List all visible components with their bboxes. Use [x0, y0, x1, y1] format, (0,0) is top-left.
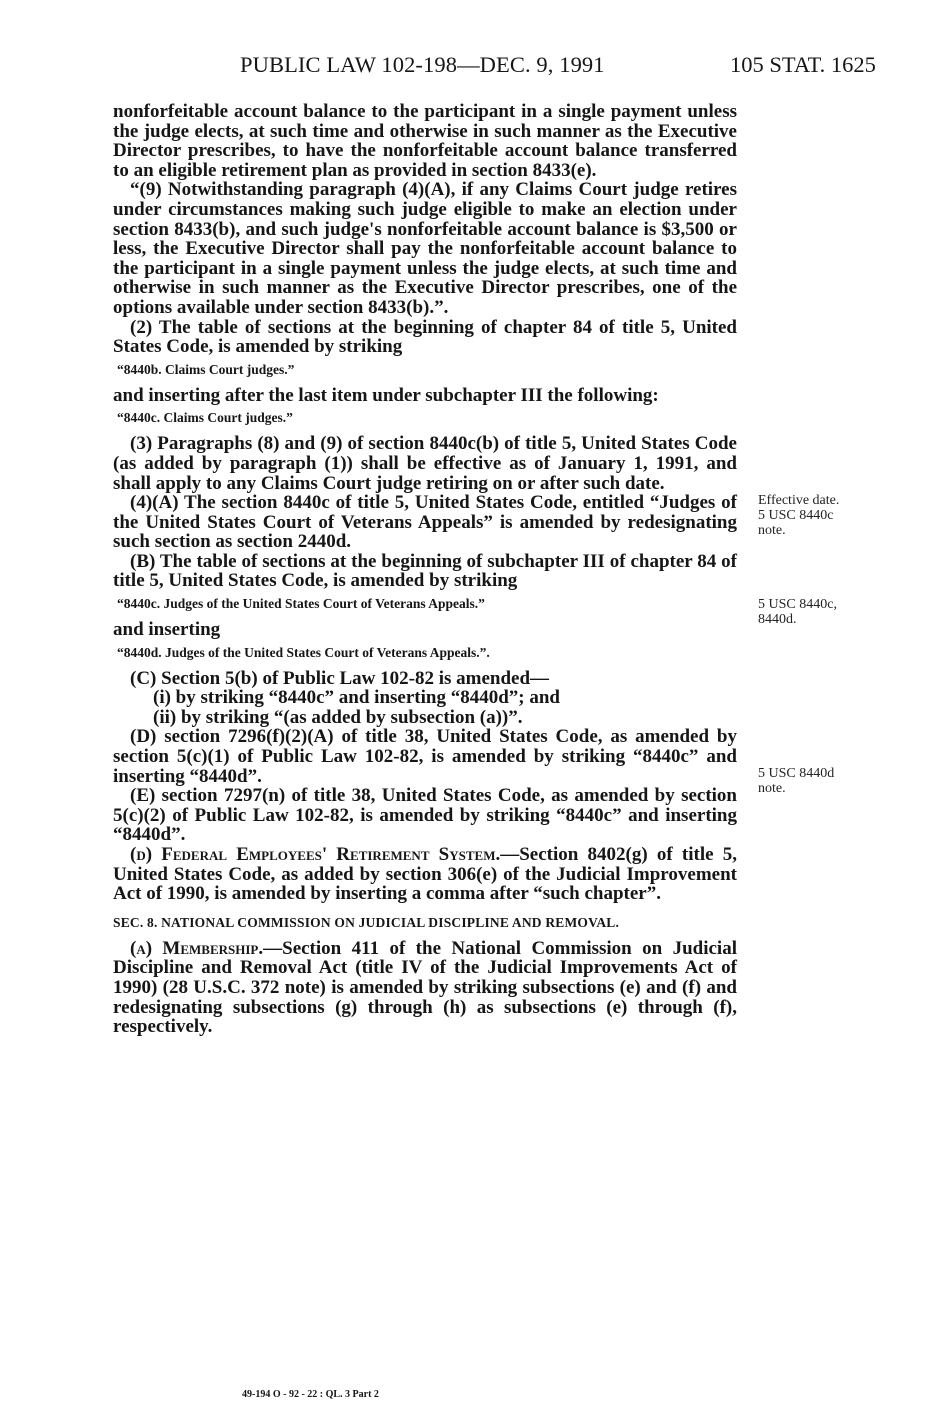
- paragraph: (2) The table of sections at the beginning of chapter 84 of title 5, United States Code, is amended by striking: [113, 316, 737, 358]
- print-footer: 49-194 O - 92 - 22 : QL. 3 Part 2: [242, 1389, 379, 1400]
- page-header-title: PUBLIC LAW 102-198—DEC. 9, 1991: [240, 52, 605, 77]
- paragraph: (B) The table of sections at the beginning of subchapter III of chapter 84 of title 5, United States Code, is amended by striking: [113, 550, 737, 592]
- quoted-table-entry: “8440c. Judges of the United States Court of Veterans Appeals.”: [117, 596, 485, 612]
- paragraph: [113, 845, 737, 904]
- paragraph-text: —Section 411 of the National Commission on Judicial Discipline and Removal Act (title IV of the Judicial Improvements Act of 1990) (28 U.S.C. 372 note) is amended by striking subsections (e) and (f) and redesignating subsections (g) through (h) as subsections (e) through (f), respectively.: [113, 937, 737, 1038]
- paragraph: (E) section 7297(n) of title 38, United States Code, as amended by section 5(c)(2) of Public Law 102-82, is amended by striking “8440c” and inserting “8440d”.: [113, 785, 737, 846]
- quoted-table-entry: “8440d. Judges of the United States Court of Veterans Appeals.”.: [117, 644, 490, 660]
- page-header-stat: 105 STAT. 1625: [730, 52, 876, 77]
- paragraph: (4)(A) The section 8440c of title 5, United States Code, entitled “Judges of the United States Court of Veterans Appeals” is amended by redesignating such section as section 2440d.: [113, 492, 737, 553]
- quoted-table-entry: “8440c. Claims Court judges.”: [117, 410, 293, 426]
- paragraph: and inserting: [113, 619, 221, 641]
- clause: (ii) by striking “(as added by subsection (a))”.: [153, 706, 523, 728]
- paragraph: nonforfeitable account balance to the participant in a single payment unless the judge elects, at such time and otherwise in such manner as the Executive Director prescribes, to have the nonforfeitable account balance transferred to an eligible retirement plan as provided in section 8433(e).: [113, 101, 737, 181]
- margin-note-usc-8440d: 5 USC 8440d note.: [758, 766, 835, 796]
- paragraph: (3) Paragraphs (8) and (9) of section 8440c(b) of title 5, United States Code (as added by paragraph (1)) shall be effective as of January 1, 1991, and shall apply to any Claims Court judge retiring on or after such date.: [113, 433, 737, 494]
- margin-note-effective-date: Effective date. 5 USC 8440c note.: [758, 493, 840, 538]
- paragraph: and inserting after the last item under subchapter III the following:: [113, 384, 659, 406]
- paragraph-text: —Section 8402(g) of title 5, United States Code, as added by section 306(e) of the Judicial Improvement Act of 1990, is amended by inserting a comma after “such chapter”.: [113, 844, 737, 905]
- subsection-heading: (a) Membership.: [130, 937, 264, 959]
- margin-note-usc-8440c: 5 USC 8440c, 8440d.: [758, 597, 837, 627]
- clause: (i) by striking “8440c” and inserting “8440d”; and: [153, 687, 560, 709]
- paragraph: (C) Section 5(b) of Public Law 102-82 is amended—: [130, 667, 550, 689]
- subsection-heading: (d) Federal Employees' Retirement System.: [130, 844, 501, 865]
- quoted-table-entry: “8440b. Claims Court judges.”: [117, 361, 295, 377]
- paragraph: “(9) Notwithstanding paragraph (4)(A), if any Claims Court judge retires under circumstances making such judge eligible to make an election under section 8433(b), and such judge's nonforfeitable account balance is $3,500 or less, the Executive Director shall pay the nonforfeitable account balance to the participant in a single payment unless the judge elects, at such time and otherwise in such manner as the Executive Director prescribes, one of the options available under section 8433(b).”.: [113, 179, 737, 318]
- document-body: [113, 102, 737, 1037]
- paragraph: (D) section 7296(f)(2)(A) of title 38, United States Code, as amended by section 5(c)(1) of Public Law 102-82, is amended by striking “8440c” and inserting “8440d”.: [113, 726, 737, 787]
- section-heading: SEC. 8. NATIONAL COMMISSION ON JUDICIAL DISCIPLINE AND REMOVAL.: [113, 914, 620, 930]
- paragraph: [113, 939, 737, 1037]
